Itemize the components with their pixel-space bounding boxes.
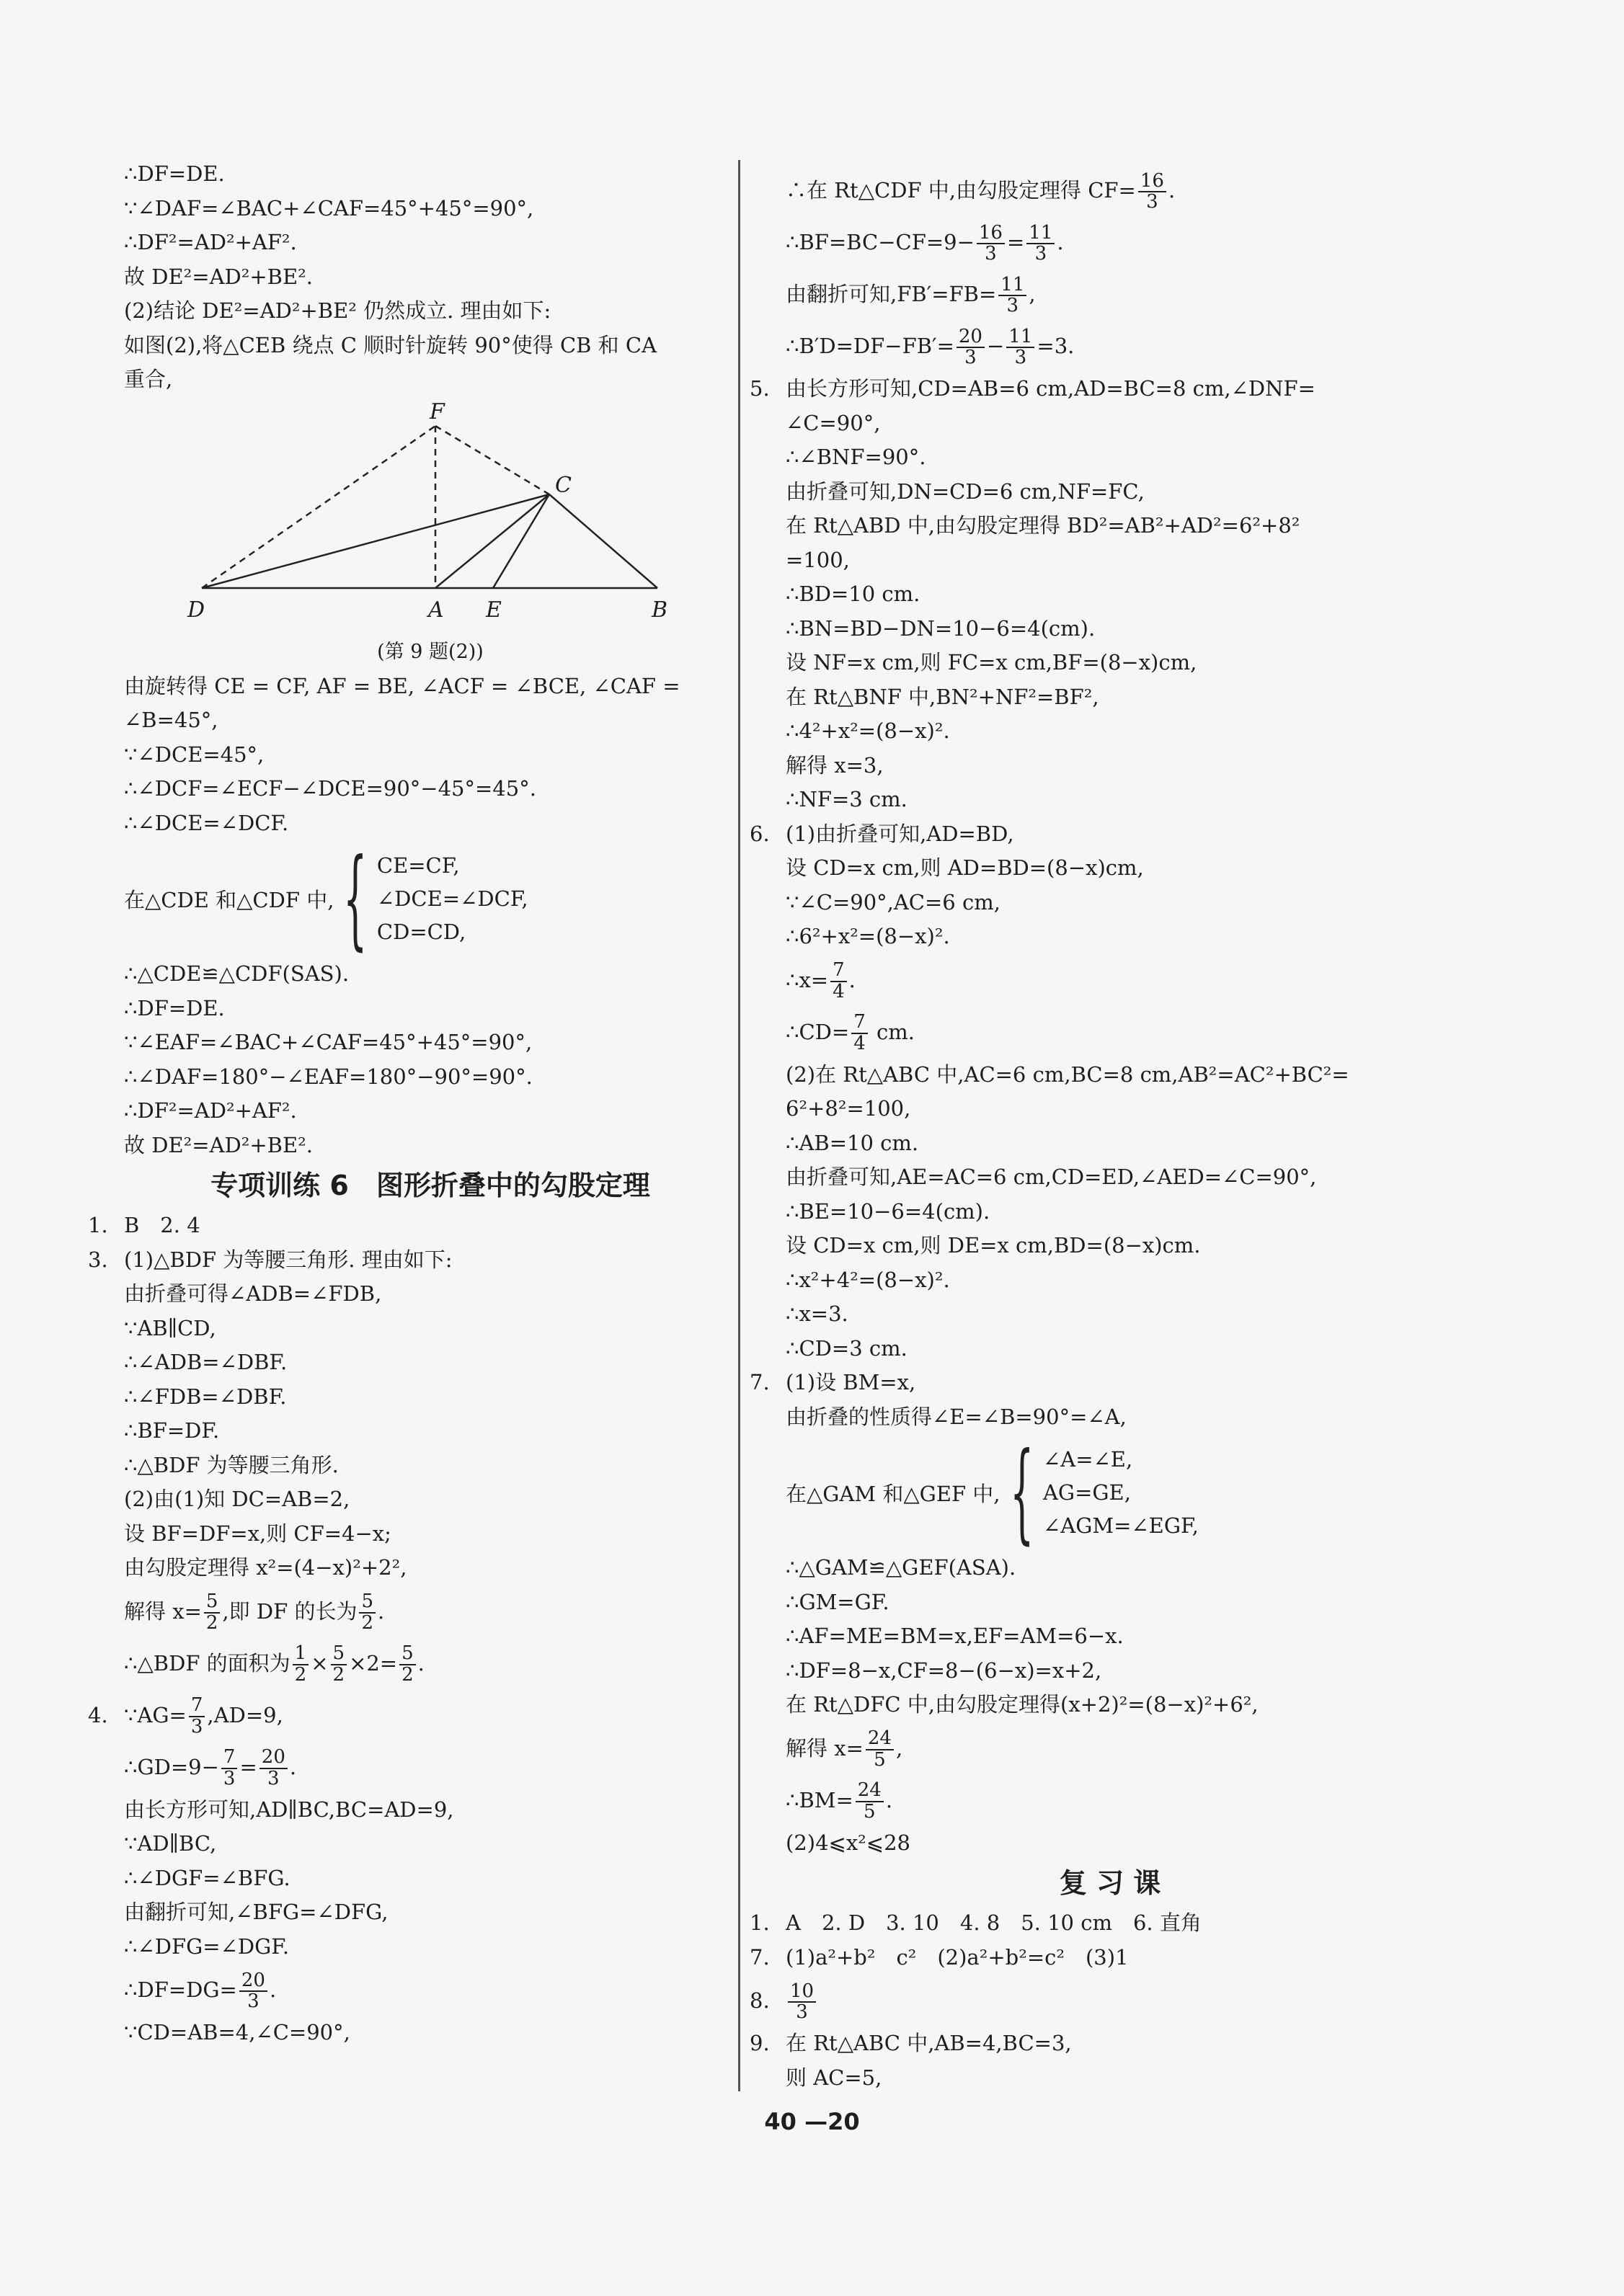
denominator: 4	[833, 980, 845, 1002]
text-line: ∴DF=DE.	[124, 161, 225, 186]
text-line-with-fraction	[786, 1774, 1434, 1826]
question-line	[88, 1689, 737, 1741]
numerator: 5	[331, 1644, 347, 1665]
text-line: ∴BN=BD−DN=10−6=4(cm).	[786, 615, 1096, 641]
denominator: 3	[1006, 295, 1019, 316]
numerator: 7	[830, 961, 847, 982]
column-divider	[738, 160, 740, 2091]
text-part: ∴x=	[786, 967, 829, 992]
text-part: ∴在 Rt△CDF 中,由勾股定理得 CF=	[786, 178, 1136, 203]
numerator: 7	[221, 1748, 238, 1768]
brace-label: 在△GAM 和△GEF 中,	[786, 1481, 1000, 1506]
figure-caption: (第 9 题(2))	[377, 640, 484, 663]
fraction	[359, 1592, 376, 1633]
text-line-with-fraction	[124, 1585, 737, 1637]
text-line: 由折叠可知,AE=AC=6 cm,CD=ED,∠AED=∠C=90°,	[786, 1165, 1317, 1189]
text-part: .	[1057, 230, 1064, 254]
denominator: 2	[361, 1611, 373, 1634]
text-line: 由长方形可知,AD∥BC,BC=AD=9,	[124, 1797, 454, 1822]
text-line: ∵∠EAF=∠BAC+∠CAF=45°+45°=90°,	[124, 1030, 533, 1054]
text-line-with-fraction	[124, 1637, 737, 1689]
fraction	[1006, 327, 1034, 368]
text-line: ∵AB∥CD,	[124, 1315, 216, 1340]
text-line: =100,	[786, 547, 850, 572]
fraction	[239, 1971, 267, 2012]
numerator: 10	[788, 1982, 816, 2003]
text-line: ∵∠DCE=45°,	[124, 742, 265, 767]
text-line: ∴BD=10 cm.	[786, 582, 920, 606]
section-title: 专项训练 6 图形折叠中的勾股定理	[210, 1170, 650, 1201]
text-line: ∴∠DGF=∠BFG.	[124, 1865, 290, 1890]
text-line: 故 DE²=AD²+BE².	[124, 264, 314, 289]
numerator: 5	[204, 1592, 221, 1613]
fraction	[1026, 223, 1055, 264]
question-text: (1)由折叠可知,AD=BD,	[786, 821, 1014, 846]
denominator: 3	[1034, 243, 1047, 264]
text-line-with-fraction	[786, 268, 1434, 320]
question-line	[750, 1941, 1434, 1975]
text-part: ∴DF=DG=	[124, 1977, 237, 2002]
text-part: ∴GD=9−	[124, 1754, 219, 1779]
numerator: 7	[851, 1013, 868, 1033]
text-line: 6²+8²=100,	[786, 1096, 911, 1121]
text-part: .	[269, 1977, 277, 2002]
fraction	[204, 1592, 221, 1633]
question-number: 7.	[750, 1370, 770, 1394]
text-line: ∴6²+x²=(8−x)².	[786, 924, 950, 948]
denominator: 3	[964, 347, 977, 368]
text-line-with-fraction	[786, 1006, 1434, 1058]
text-line: (2)由(1)知 DC=AB=2,	[124, 1487, 350, 1511]
brace-item: CD=CD,	[376, 920, 466, 944]
text-line: (2)4⩽x²⩽28	[786, 1830, 911, 1855]
text-line-with-fraction	[786, 954, 1434, 1006]
brace-item: AG=GE,	[1042, 1480, 1131, 1505]
question-number: 1.	[88, 1213, 108, 1237]
question-line	[88, 1243, 737, 1278]
question-number: 5.	[750, 376, 770, 401]
text-line: ∴∠DCF=∠ECF−∠DCE=90°−45°=45°.	[124, 776, 536, 801]
text-line: 由折叠可得∠ADB=∠FDB,	[124, 1281, 382, 1306]
text-part: ∴CD=	[786, 1019, 850, 1044]
fraction	[221, 1748, 238, 1789]
numerator: 24	[866, 1729, 894, 1750]
text-line: 在 Rt△ABD 中,由勾股定理得 BD²=AB²+AD²=6²+8²	[786, 513, 1300, 538]
denominator: 3	[223, 1767, 236, 1789]
left-column	[88, 157, 737, 2050]
text-part: ∴BF=BC−CF=9−	[786, 230, 975, 254]
brace-item: CE=CF,	[376, 853, 460, 878]
text-line: ∴x=3.	[786, 1301, 848, 1326]
fraction	[856, 1781, 884, 1822]
text-line: 在 Rt△BNF 中,BN²+NF²=BF²,	[786, 684, 1099, 709]
text-part: =3.	[1037, 334, 1075, 358]
text-part: ∴△BDF 的面积为	[124, 1650, 290, 1676]
text-line: 重合,	[124, 367, 173, 391]
text-line: ∴BF=DF.	[124, 1418, 220, 1443]
question-text: B 2. 4	[124, 1213, 200, 1237]
text-line: ∴∠DCE=∠DCF.	[124, 810, 289, 835]
text-line: ∴DF=DE.	[124, 995, 225, 1020]
denominator: 2	[401, 1663, 414, 1686]
fraction	[957, 327, 985, 368]
segment-DF	[202, 426, 435, 588]
text-line: ∵∠DAF=∠BAC+∠CAF=45°+45°=90°,	[124, 195, 534, 221]
text-line: 则 AC=5,	[786, 2065, 882, 2090]
numerator: 16	[1138, 172, 1166, 192]
text-part: 解得 x=	[786, 1735, 864, 1761]
numerator: 11	[1026, 223, 1055, 244]
denominator: 5	[874, 1748, 886, 1771]
text-part: .	[885, 1787, 893, 1812]
question-line	[750, 2026, 1434, 2061]
question-text: 由长方形可知,CD=AB=6 cm,AD=BC=8 cm,∠DNF=	[786, 376, 1315, 401]
question-line	[88, 1209, 737, 1243]
fraction	[293, 1644, 309, 1685]
text-part: ∴BM=	[786, 1787, 853, 1812]
segment-DC	[202, 494, 549, 588]
text-line-with-fraction	[786, 320, 1434, 372]
question-line	[750, 1906, 1434, 1941]
text-line: 故 DE²=AD²+BE².	[124, 1132, 314, 1157]
text-line: ∵CD=AB=4,∠C=90°,	[124, 2020, 350, 2044]
text-line: ∴4²+x²=(8−x)².	[786, 718, 950, 743]
text-part: =	[1006, 230, 1025, 254]
question-text: (1)△BDF 为等腰三角形. 理由如下:	[124, 1247, 453, 1272]
numerator: 16	[977, 223, 1005, 244]
denominator: 2	[294, 1663, 307, 1686]
fraction	[331, 1644, 347, 1685]
denominator: 3	[247, 1990, 259, 2012]
text-part: ∵AG=	[124, 1702, 187, 1727]
text-part: cm.	[869, 1019, 915, 1044]
text-part: 解得 x=	[124, 1598, 202, 1624]
brace-item: ∠A=∠E,	[1042, 1447, 1133, 1472]
question-line	[750, 1975, 1434, 2026]
text-line: ∴BE=10−6=4(cm).	[786, 1198, 990, 1224]
question-text: (1)a²+b² c² (2)a²+b²=c² (3)1	[786, 1944, 1129, 1970]
segment-CB	[549, 494, 657, 588]
text-line: ∴NF=3 cm.	[786, 787, 908, 811]
question-number: 9.	[750, 2031, 770, 2055]
question-text: A 2. D 3. 10 4. 8 5. 10 cm 6. 直角	[786, 1910, 1202, 1935]
label-B: B	[652, 597, 668, 623]
text-line: ∴∠ADB=∠DBF.	[124, 1350, 288, 1374]
label-F: F	[430, 399, 445, 424]
numerator: 11	[998, 275, 1026, 296]
text-line-with-fraction	[786, 164, 1434, 216]
text-line: ∵∠C=90°,AC=6 cm,	[786, 889, 1000, 915]
text-line: ∴△BDF 为等腰三角形.	[124, 1452, 339, 1477]
text-line: 解得 x=3,	[786, 752, 884, 778]
brace-item: ∠DCE=∠DCF,	[376, 886, 528, 911]
text-line: ∠C=90°,	[786, 410, 881, 435]
text-line: ∴∠DFG=∠DGF.	[124, 1934, 290, 1959]
fraction	[189, 1696, 205, 1737]
fraction	[977, 223, 1005, 264]
denominator: 3	[1014, 347, 1027, 368]
brace-symbol: {	[343, 836, 368, 961]
text-part: ,	[1029, 282, 1036, 306]
text-line: ∴x²+4²=(8−x)².	[786, 1267, 950, 1292]
denominator: 3	[1146, 191, 1158, 213]
text-line: ∴∠BNF=90°.	[786, 445, 926, 469]
question-line	[750, 1366, 1434, 1400]
numerator: 24	[856, 1781, 884, 1802]
segment-AC	[435, 494, 549, 588]
denominator: 3	[796, 2001, 808, 2023]
text-line: (2)在 Rt△ABC 中,AC=6 cm,BC=8 cm,AB²=AC²+BC²=	[786, 1062, 1349, 1087]
brace-system	[124, 836, 737, 961]
text-line: 由旋转得 CE = CF, AF = BE, ∠ACF = ∠BCE, ∠CAF =	[124, 673, 680, 698]
fraction	[998, 275, 1026, 316]
text-part: .	[417, 1650, 425, 1676]
text-part: .	[289, 1754, 297, 1779]
fraction	[788, 1982, 816, 2023]
text-line: ∠B=45°,	[124, 708, 218, 732]
numerator: 5	[359, 1592, 376, 1613]
text-part: ×	[311, 1650, 329, 1676]
text-line: ∴△CDE≌△CDF(SAS).	[124, 961, 350, 986]
question-line	[750, 372, 1434, 406]
brace-symbol: {	[1009, 1430, 1034, 1555]
denominator: 3	[267, 1767, 280, 1789]
question-number: 7.	[750, 1944, 770, 1970]
text-line: 如图(2),将△CEB 绕点 C 顺时针旋转 90°使得 CB 和 CA	[124, 332, 657, 357]
text-line: 设 BF=DF=x,则 CF=4−x;	[124, 1521, 391, 1546]
brace-system	[786, 1430, 1434, 1555]
numerator: 20	[259, 1748, 288, 1768]
question-number: 8.	[750, 1988, 770, 2013]
text-part: −	[986, 334, 1005, 358]
denominator: 5	[864, 1800, 876, 1823]
text-line: ∴AB=10 cm.	[786, 1130, 919, 1155]
page-number: 40 —20	[764, 2108, 860, 2135]
text-line: ∴CD=3 cm.	[786, 1335, 908, 1361]
text-line: ∴GM=GF.	[786, 1589, 889, 1614]
fraction	[259, 1748, 288, 1789]
text-part: ∴B′D=DF−FB′=	[786, 334, 954, 358]
text-line-with-fraction	[124, 1741, 737, 1793]
denominator: 3	[985, 243, 997, 264]
brace-label: 在△CDE 和△CDF 中,	[124, 887, 334, 912]
text-line: ∴DF=8−x,CF=8−(6−x)=x+2,	[786, 1658, 1102, 1683]
text-part: =	[239, 1754, 257, 1779]
fraction	[399, 1644, 416, 1685]
numerator: 7	[189, 1696, 205, 1717]
numerator: 11	[1006, 327, 1034, 348]
text-line: 由折叠可知,DN=CD=6 cm,NF=FC,	[786, 479, 1145, 504]
label-A: A	[428, 597, 444, 623]
question-number: 4.	[88, 1702, 108, 1727]
text-line: 设 NF=x cm,则 FC=x cm,BF=(8−x)cm,	[786, 650, 1197, 675]
numerator: 20	[239, 1971, 267, 1992]
fraction	[1138, 169, 1166, 213]
brace-item: ∠AGM=∠EGF,	[1042, 1513, 1199, 1538]
text-part: .	[378, 1598, 385, 1624]
text-part: ×2=	[349, 1650, 398, 1676]
numerator: 1	[293, 1644, 309, 1665]
text-line: ∴△GAM≌△GEF(ASA).	[786, 1555, 1016, 1580]
question-number: 3.	[88, 1247, 108, 1272]
numerator: 5	[399, 1644, 416, 1665]
text-line: 设 CD=x cm,则 AD=BD=(8−x)cm,	[786, 855, 1144, 880]
text-line-with-fraction	[786, 1722, 1434, 1774]
text-part: ,AD=9,	[207, 1702, 283, 1727]
text-line: 由翻折可知,∠BFG=∠DFG,	[124, 1900, 389, 1924]
text-line: ∵AD∥BC,	[124, 1831, 217, 1856]
text-line: 在 Rt△DFC 中,由勾股定理得(x+2)²=(8−x)²+6²,	[786, 1692, 1259, 1717]
text-line: ∴DF²=AD²+AF².	[124, 1098, 297, 1123]
text-line: ∴AF=ME=BM=x,EF=AM=6−x.	[786, 1624, 1124, 1648]
question-line	[750, 817, 1434, 852]
question-text: 在 Rt△ABC 中,AB=4,BC=3,	[786, 2031, 1072, 2055]
text-line: ∴∠DAF=180°−∠EAF=180°−90°=90°.	[124, 1064, 533, 1089]
text-line: 由勾股定理得 x²=(4−x)²+2²,	[124, 1555, 407, 1580]
geometry-figure	[124, 397, 737, 635]
text-part: 由翻折可知,FB′=FB=	[786, 282, 997, 306]
fraction	[830, 961, 847, 1002]
question-number: 6.	[750, 821, 770, 846]
denominator: 2	[332, 1663, 345, 1686]
denominator: 2	[205, 1611, 218, 1634]
text-line: 由折叠的性质得∠E=∠B=90°=∠A,	[786, 1404, 1127, 1429]
denominator: 4	[853, 1032, 866, 1054]
denominator: 3	[190, 1715, 203, 1737]
text-line: ∴∠FDB=∠DBF.	[124, 1384, 287, 1409]
question-text: (1)设 BM=x,	[786, 1370, 916, 1394]
fraction	[851, 1013, 868, 1054]
text-line: ∴DF²=AD²+AF².	[124, 230, 297, 254]
text-line-with-fraction	[124, 1964, 737, 2016]
section-title: 复 习 课	[1059, 1867, 1161, 1899]
text-part: .	[848, 967, 856, 992]
text-part: ,即 DF 的长为	[222, 1598, 358, 1624]
right-column	[750, 164, 1434, 2095]
text-part: ,	[895, 1735, 903, 1761]
text-line: (2)结论 DE²=AD²+BE² 仍然成立. 理由如下:	[124, 298, 551, 323]
label-D: D	[187, 597, 205, 623]
segment-EC	[493, 494, 549, 588]
segment-FC	[435, 426, 549, 494]
text-part: .	[1168, 178, 1176, 203]
text-line-with-fraction	[786, 216, 1434, 268]
question-number: 1.	[750, 1910, 770, 1935]
label-E: E	[486, 597, 502, 623]
numerator: 20	[957, 327, 985, 348]
fraction	[866, 1729, 894, 1770]
text-line: 设 CD=x cm,则 DE=x cm,BD=(8−x)cm.	[786, 1233, 1201, 1258]
label-C: C	[555, 472, 572, 498]
